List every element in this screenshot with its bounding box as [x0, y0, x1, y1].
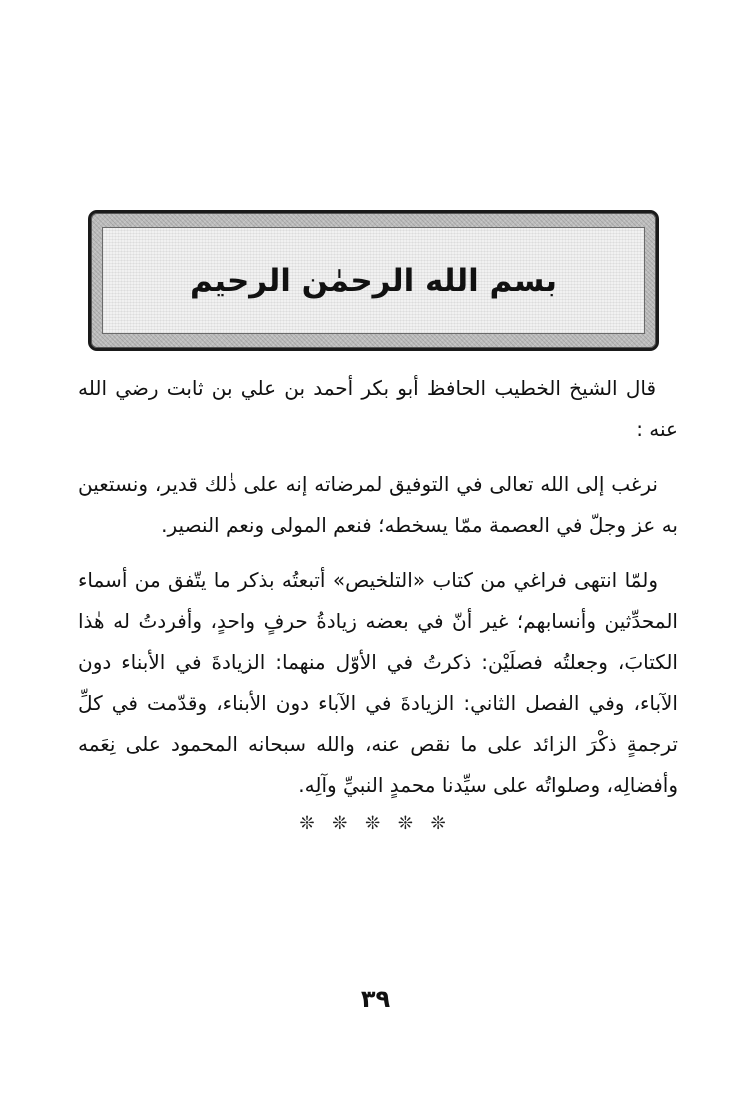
title-frame — [88, 210, 659, 351]
paragraph-invocation: نرغب إلى الله تعالى في التوفيق لمرضاته إنه على ذٰلك قدير، ونستعين به عز وجلّ في العصمة ممّا يسخطه؛ فنعم المولى ونعم النصير. — [78, 472, 678, 537]
section-separator: ❊ ❊ ❊ ❊ ❊ — [299, 813, 452, 834]
basmala-title: بسم الله الرحمٰن الرحيم — [189, 262, 558, 299]
title-inner-panel — [102, 227, 645, 334]
paragraph-attribution: قال الشيخ الخطيب الحافظ أبو بكر أحمد بن علي بن ثابت رضي الله عنه : — [78, 376, 678, 441]
page-number: ٣٩ — [360, 985, 391, 1013]
paragraph-introduction: ولمّا انتهى فراغي من كتاب «التلخيص» أتبعتُه بذكر ما يتّفق من أسماء المحدِّثين وأنسابهم؛ غير أنّ في بعضه زيادةُ حرفٍ واحدٍ، وأفردتُ له هٰذا الكتابَ، وجعلتُه فصلَيْن: ذكرتُ في الأوّل منهما: الزيادةَ في الأبناء دون الآباء، وفي الفصل الثاني: الزيادةَ في الآباء دون الأبناء، وقدّمت في كلِّ ترجمةٍ ذكْرَ الزائد على ما نقص عنه، والله سبحانه المحمود على نِعَمه وأفضالِه، وصلواتُه على سيِّدنا محمدٍ النبيِّ وآلِه. — [78, 568, 678, 797]
body-text — [78, 368, 678, 820]
